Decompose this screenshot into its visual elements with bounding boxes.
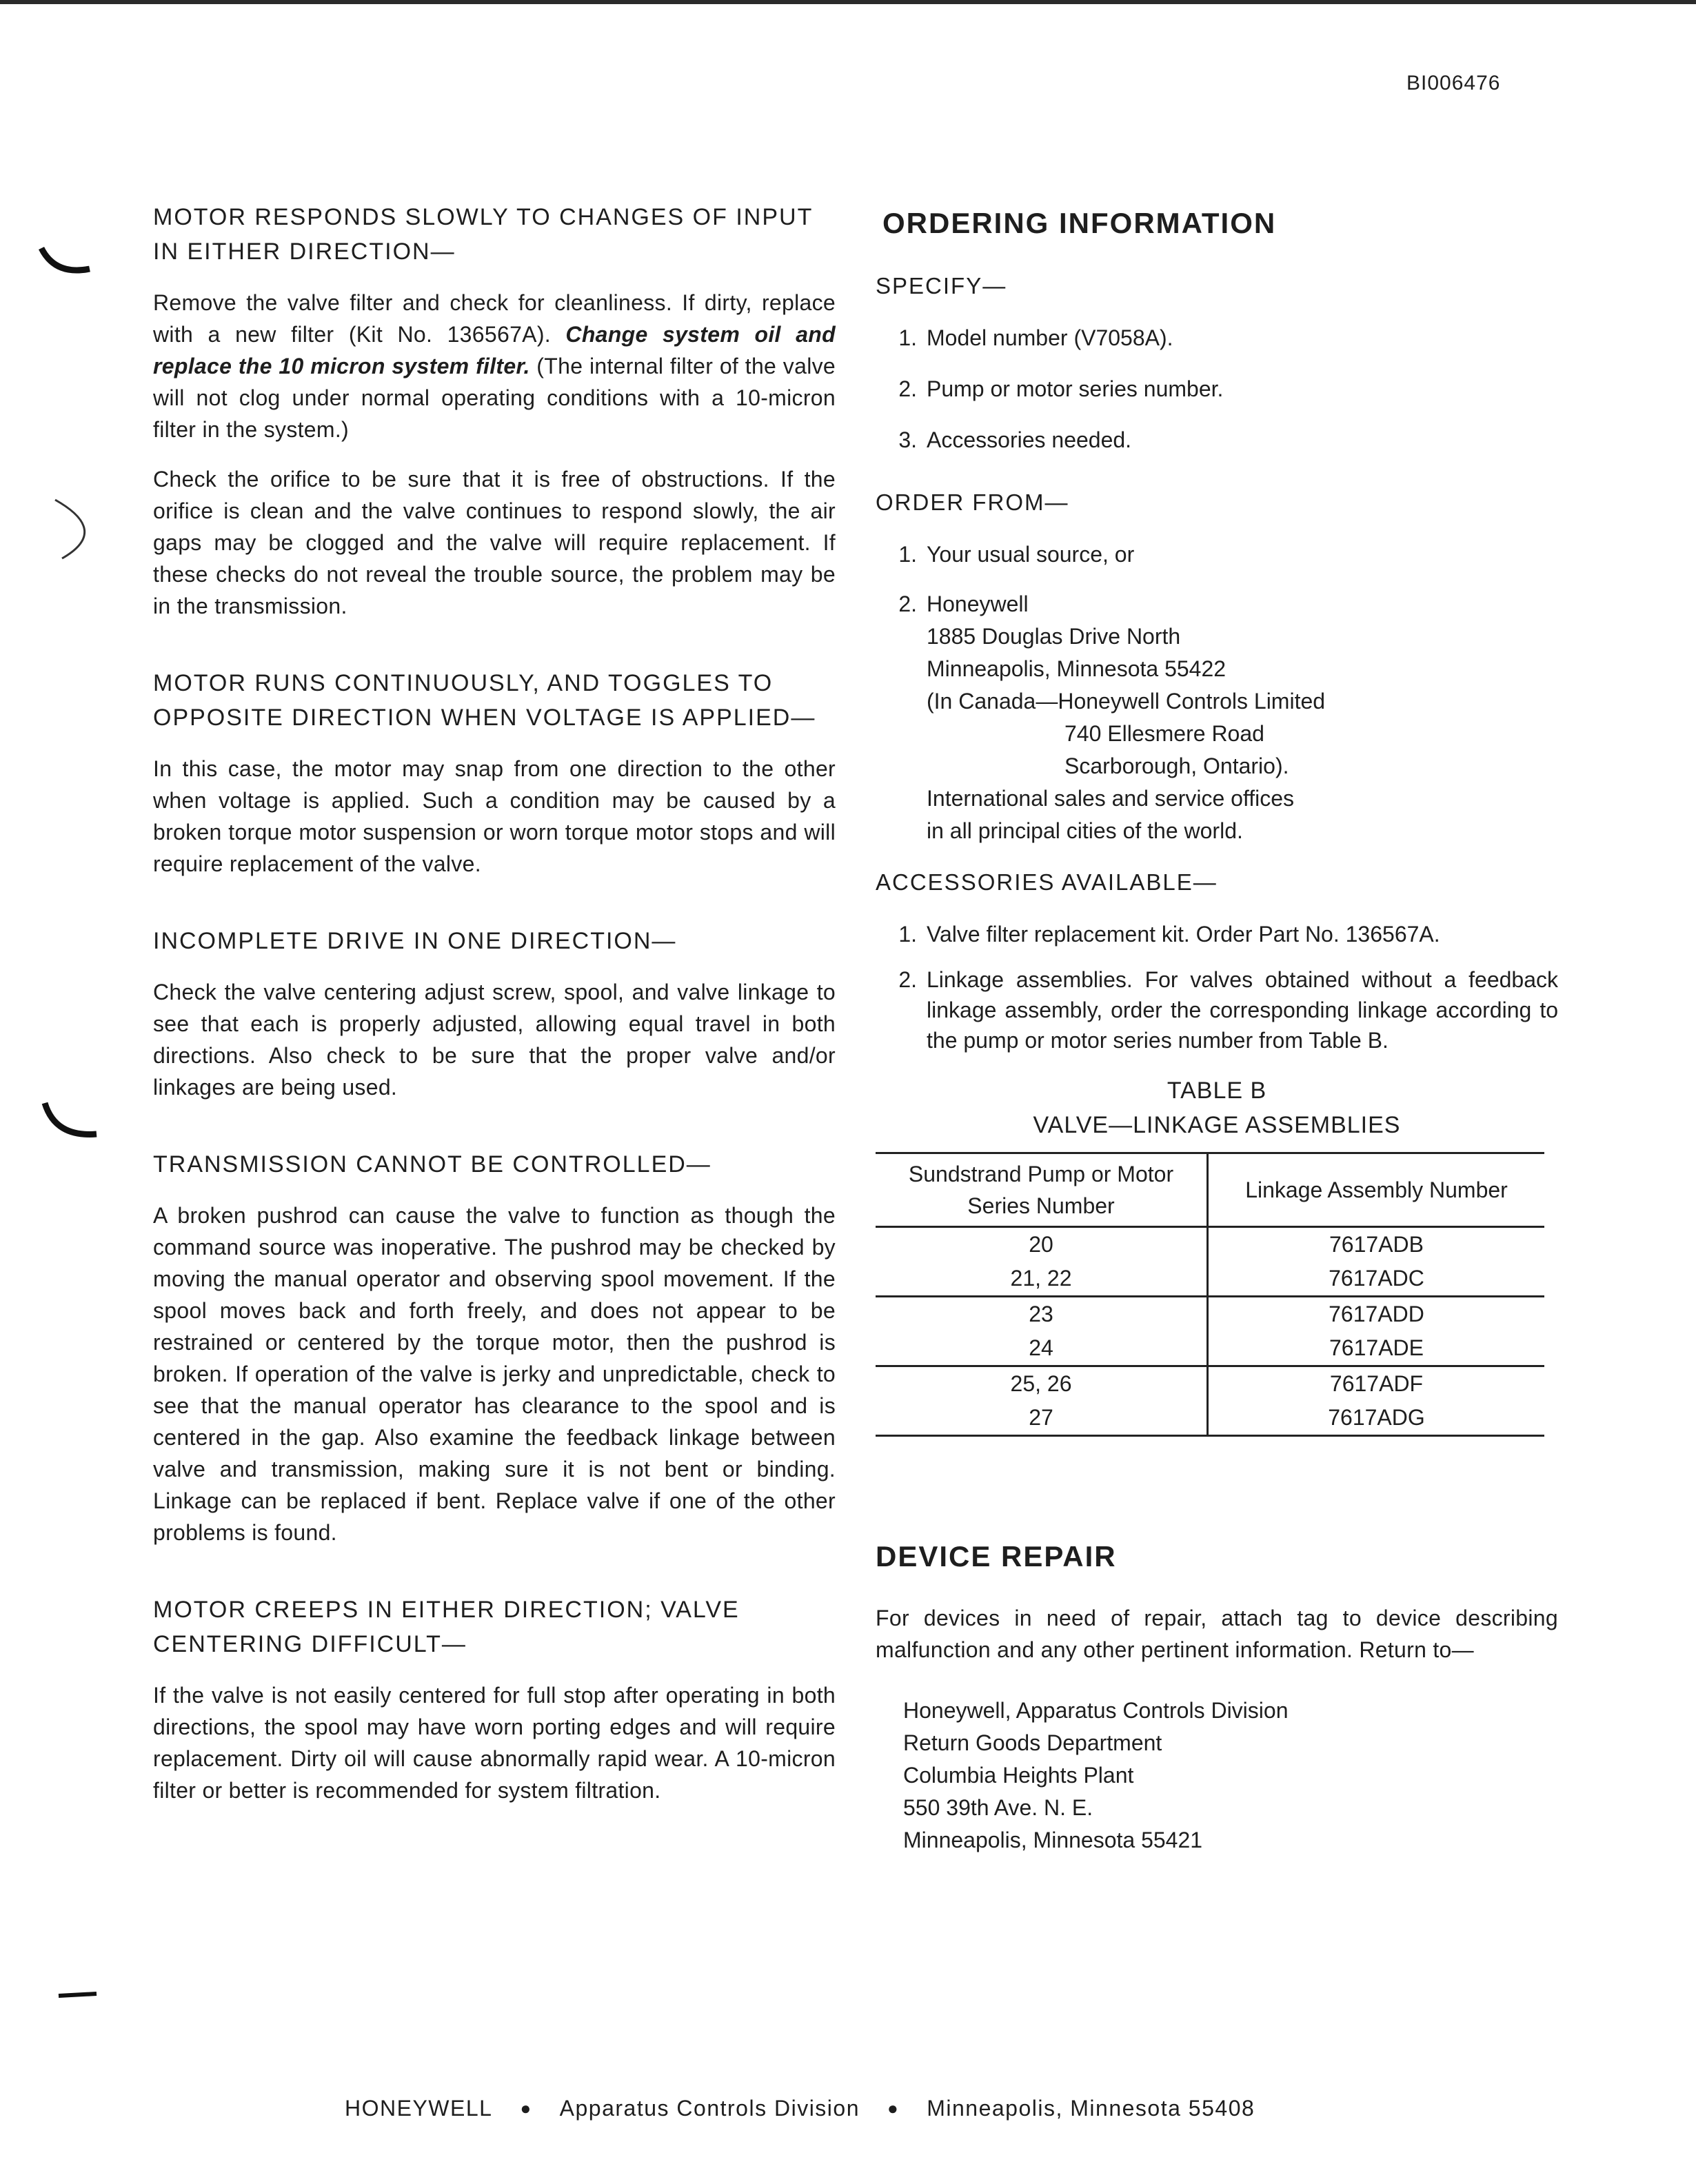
paragraph-centering-adjust: Check the valve centering adjust screw, spool, and valve linkage to see that each is properly adjusted, allowing equal travel in both directions. Also check to be sure that the proper valve and/or linkages are being used. <box>153 980 836 1100</box>
list-item: 1. Your usual source, or <box>898 542 1135 567</box>
section-heading-incomplete-drive: INCOMPLETE DRIVE IN ONE DIRECTION— <box>153 928 677 954</box>
specify-heading: SPECIFY— <box>876 273 1007 299</box>
linkage-table <box>876 1152 1544 1437</box>
paragraph-orifice-check: Check the orifice to be sure that it is free of obstructions. If the orifice is clean and the valve continues to respond slowly, the air gaps may be clogged and the valve will require replacement. If these checks do not reveal the trouble source, the problem may be in the transmission. <box>153 467 836 618</box>
filter-text-a: Remove the valve filter and check for cleanliness. If dirty, replace with a new filter (Kit No. 136567A). <box>153 290 836 347</box>
return-address <box>876 1695 1558 1857</box>
list-item: 2. Honeywell 1885 Douglas Drive North Minneapolis, Minnesota 55422 (In Canada—Honeywell Controls Limited 740 Ellesmere Road Scarborough, Ontario). International sales and service offices in all principal cities of the world. <box>876 587 1558 847</box>
column-header: Linkage Assembly Number <box>1208 1153 1545 1227</box>
address-line: Minneapolis, Minnesota 55421 <box>903 1828 1203 1852</box>
address-line: 740 Ellesmere Road <box>1064 721 1264 746</box>
section-heading-runs-continuously: MOTOR RUNS CONTINUOUSLY, AND TOGGLES TO OPPOSITE DIRECTION WHEN VOLTAGE IS APPLIED— <box>153 670 816 731</box>
scan-mark-dash <box>55 1985 110 2006</box>
paragraph-filter-check <box>153 287 836 445</box>
list-item: 1. Valve filter replacement kit. Order Part No. 136567A. <box>898 922 1440 947</box>
ordering-column <box>876 200 1558 1857</box>
scan-mark-hook-1 <box>34 207 97 290</box>
order-from-heading: ORDER FROM— <box>876 489 1069 515</box>
footer-division: Apparatus Controls Division <box>559 2096 860 2121</box>
address-line: in all principal cities of the world. <box>927 818 1243 843</box>
troubleshooting-column <box>153 200 836 1806</box>
bullet-icon: ● <box>887 2098 900 2119</box>
list-item: 1. Model number (V7058A). <box>898 325 1173 350</box>
table-row: 23 7617ADD <box>876 1297 1544 1332</box>
ordering-information-heading: ORDERING INFORMATION <box>882 207 1277 239</box>
filter-text-emphasis: Change system oil and replace the 10 micron system filter. <box>153 322 836 378</box>
specify-list <box>876 321 1558 456</box>
scan-mark-hook-2 <box>34 1082 103 1151</box>
paragraph-pushrod: A broken pushrod can cause the valve to function as though the command source was inoperative. The pushrod may be checked by moving the manual operator and observing spool movement. If the spool moves back and forth freely, and does not appear to be restrained or centered by the torque motor, then the pushrod is broken. If operation of the valve is jerky and unpredictable, check to see that the manual operator has clearance to the spool and is centered in the gap. Also examine the feedback linkage between valve and transmission, making sure it is not bent or binding. Linkage can be replaced if bent. Replace valve if one of the other problems is found. <box>153 1203 836 1545</box>
address-line: Columbia Heights Plant <box>903 1763 1134 1788</box>
scan-mark-bracket <box>41 489 103 572</box>
address-line: Minneapolis, Minnesota 55422 <box>927 656 1226 681</box>
address-line: Return Goods Department <box>903 1730 1162 1755</box>
footer-company: HONEYWELL <box>345 2096 493 2121</box>
document-id: BI006476 <box>1406 72 1501 94</box>
table-row: 21, 22 7617ADC <box>876 1262 1544 1297</box>
table-row: 27 7617ADG <box>876 1401 1544 1436</box>
column-header: Sundstrand Pump or Motor Series Number <box>876 1153 1208 1227</box>
section-heading-cannot-control: TRANSMISSION CANNOT BE CONTROLLED— <box>153 1151 711 1177</box>
page-footer <box>345 2096 1379 2121</box>
table-row: 25, 26 7617ADF <box>876 1366 1544 1402</box>
section-heading-slow-response: MOTOR RESPONDS SLOWLY TO CHANGES OF INPUT IN EITHER DIRECTION— <box>153 204 813 265</box>
address-line: (In Canada—Honeywell Controls Limited <box>927 689 1326 714</box>
paragraph-device-repair: For devices in need of repair, attach tag to device describing malfunction and any other pertinent information. Return to— <box>876 1606 1558 1662</box>
list-item: 2. Pump or motor series number. <box>898 376 1224 401</box>
top-border-rule <box>0 0 1696 4</box>
paragraph-torque-motor: In this case, the motor may snap from one direction to the other when voltage is applied. Such a condition may be caused by a broken torque motor suspension or worn torque motor stops and will require replacement of the valve. <box>153 756 836 876</box>
device-repair-heading: DEVICE REPAIR <box>876 1540 1117 1573</box>
section-heading-motor-creeps: MOTOR CREEPS IN EITHER DIRECTION; VALVE CENTERING DIFFICULT— <box>153 1597 740 1657</box>
table-title: TABLE B <box>1167 1078 1267 1104</box>
footer-city: Minneapolis, Minnesota 55408 <box>927 2096 1255 2121</box>
address-line: 1885 Douglas Drive North <box>927 624 1181 649</box>
accessories-heading: ACCESSORIES AVAILABLE— <box>876 869 1218 895</box>
list-item: 2. Linkage assemblies. For valves obtained without a feedback linkage assembly, order the corresponding linkage according to the pump or motor series number from Table B. <box>898 967 1558 1053</box>
address-line: 550 39th Ave. N. E. <box>903 1795 1093 1820</box>
address-line: International sales and service offices <box>927 786 1295 811</box>
list-item: 3. Accessories needed. <box>898 427 1132 452</box>
paragraph-worn-spool: If the valve is not easily centered for full stop after operating in both directions, the spool may have worn porting edges and will require replacement. Dirty oil will cause abnormally rapid wear. A 10-micron filter or better is recommended for system filtration. <box>153 1683 836 1803</box>
order-from-list <box>876 538 1558 847</box>
table-row: 20 7617ADB <box>876 1227 1544 1262</box>
address-line: Honeywell, Apparatus Controls Division <box>903 1698 1289 1723</box>
table-row: 24 7617ADE <box>876 1331 1544 1366</box>
address-line: Scarborough, Ontario). <box>1064 754 1289 778</box>
honeywell-name: Honeywell <box>927 592 1029 616</box>
bullet-icon: ● <box>520 2098 532 2119</box>
filter-text-b: (The internal filter of the valve will not clog under normal operating conditions with a 10-micron filter in the system.) <box>153 354 836 442</box>
table-subtitle: VALVE—LINKAGE ASSEMBLIES <box>1033 1112 1401 1138</box>
accessories-list <box>876 918 1558 1055</box>
